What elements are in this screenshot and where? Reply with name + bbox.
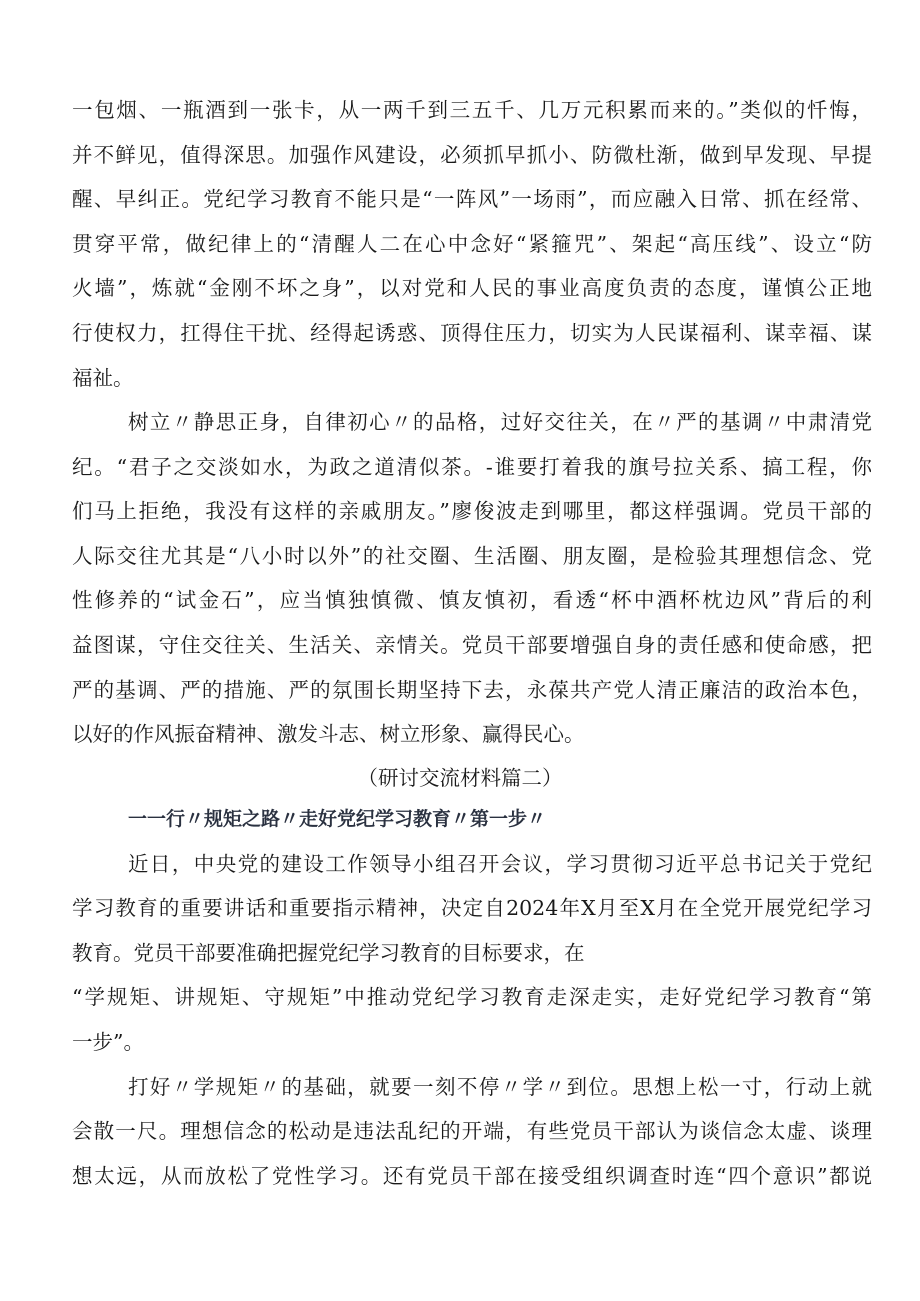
para2-line-5: 性修养的“试金石”，应当慎独慎微、慎友慎初，看透“杯中酒杯枕边风”背后的利: [72, 588, 872, 612]
para2-line-8: 以好的作风振奋精神、激发斗志、树立形象、赢得民心。: [72, 722, 585, 746]
para1-line-6: 行使权力，扛得住干扰、经得起诱惑、顶得住压力，切实为人民谋福利、谋幸福、谋: [72, 321, 872, 345]
para3-line-5: 一步”。: [72, 1030, 144, 1054]
para4-line-1: 打好〃学规矩〃的基础，就要一刻不停〃学〃到位。思想上松一寸，行动上就: [128, 1075, 872, 1099]
para1-line-5: 火墙”，炼就“金刚不坏之身”，以对党和人民的事业高度负责的态度，谨慎公正地: [72, 276, 872, 300]
para2-line-6: 益图谋，守住交往关、生活关、亲情关。党员干部要增强自身的责任感和使命感，把: [72, 633, 872, 657]
para2-line-2: 纪。“君子之交淡如水，为政之道清似茶。-谁要打着我的旗号拉关系、搞工程，你: [72, 455, 872, 479]
para3-line-2: 学习教育的重要讲话和重要指示精神，决定自2024年X月至X月在全党开展党纪学习: [72, 896, 872, 920]
para1-line-3: 醒、早纠正。党纪学习教育不能只是“一阵风”一场雨”，而应融入日常、抓在经常、: [72, 187, 872, 211]
para2-line-1: 树立〃静思正身，自律初心〃的品格，过好交往关，在〃严的基调〃中肃清党: [128, 410, 872, 434]
article-heading: 一一行〃规矩之路〃走好党纪学习教育〃第一步〃: [128, 808, 547, 830]
section-title: （研讨交流材料篇二）: [357, 766, 563, 790]
para4-line-2: 会散一尺。理想信念的松动是违法乱纪的开端，有些党员干部认为谈信念太虚、谈理: [72, 1119, 872, 1143]
para3-line-1: 近日，中央党的建设工作领导小组召开会议，学习贯彻习近平总书记关于党纪: [128, 852, 872, 876]
para2-line-3: 们马上拒绝，我没有这样的亲戚朋友。”廖俊波走到哪里，都这样强调。党员干部的: [72, 499, 872, 523]
para1-line-7: 福祉。: [72, 366, 134, 390]
para3-line-4: “学规矩、讲规矩、守规矩”中推动党纪学习教育走深走实，走好党纪学习教育“第: [72, 985, 872, 1009]
para4-line-3: 想太远，从而放松了党性学习。还有党员干部在接受组织调查时连“四个意识”都说: [72, 1164, 872, 1188]
para2-line-4: 人际交往尤其是“八小时以外”的社交圈、生活圈、朋友圈，是检验其理想信念、党: [72, 544, 872, 568]
para3-line-3: 教育。党员干部要准确把握党纪学习教育的目标要求，在: [72, 941, 585, 965]
para2-line-7: 严的基调、严的措施、严的氛围长期坚持下去，永葆共产党人清正廉洁的政治本色，: [72, 678, 872, 702]
para1-line-4: 贯穿平常，做纪律上的“清醒人二在心中念好“紧箍咒”、架起“高压线”、设立“防: [72, 232, 872, 256]
para1-line-2: 并不鲜见，值得深思。加强作风建设，必须抓早抓小、防微杜渐，做到早发现、早提: [72, 143, 872, 167]
para1-line-1: 一包烟、一瓶酒到一张卡，从一两千到三五千、几万元积累而来的。”类似的忏悔，: [72, 98, 872, 122]
